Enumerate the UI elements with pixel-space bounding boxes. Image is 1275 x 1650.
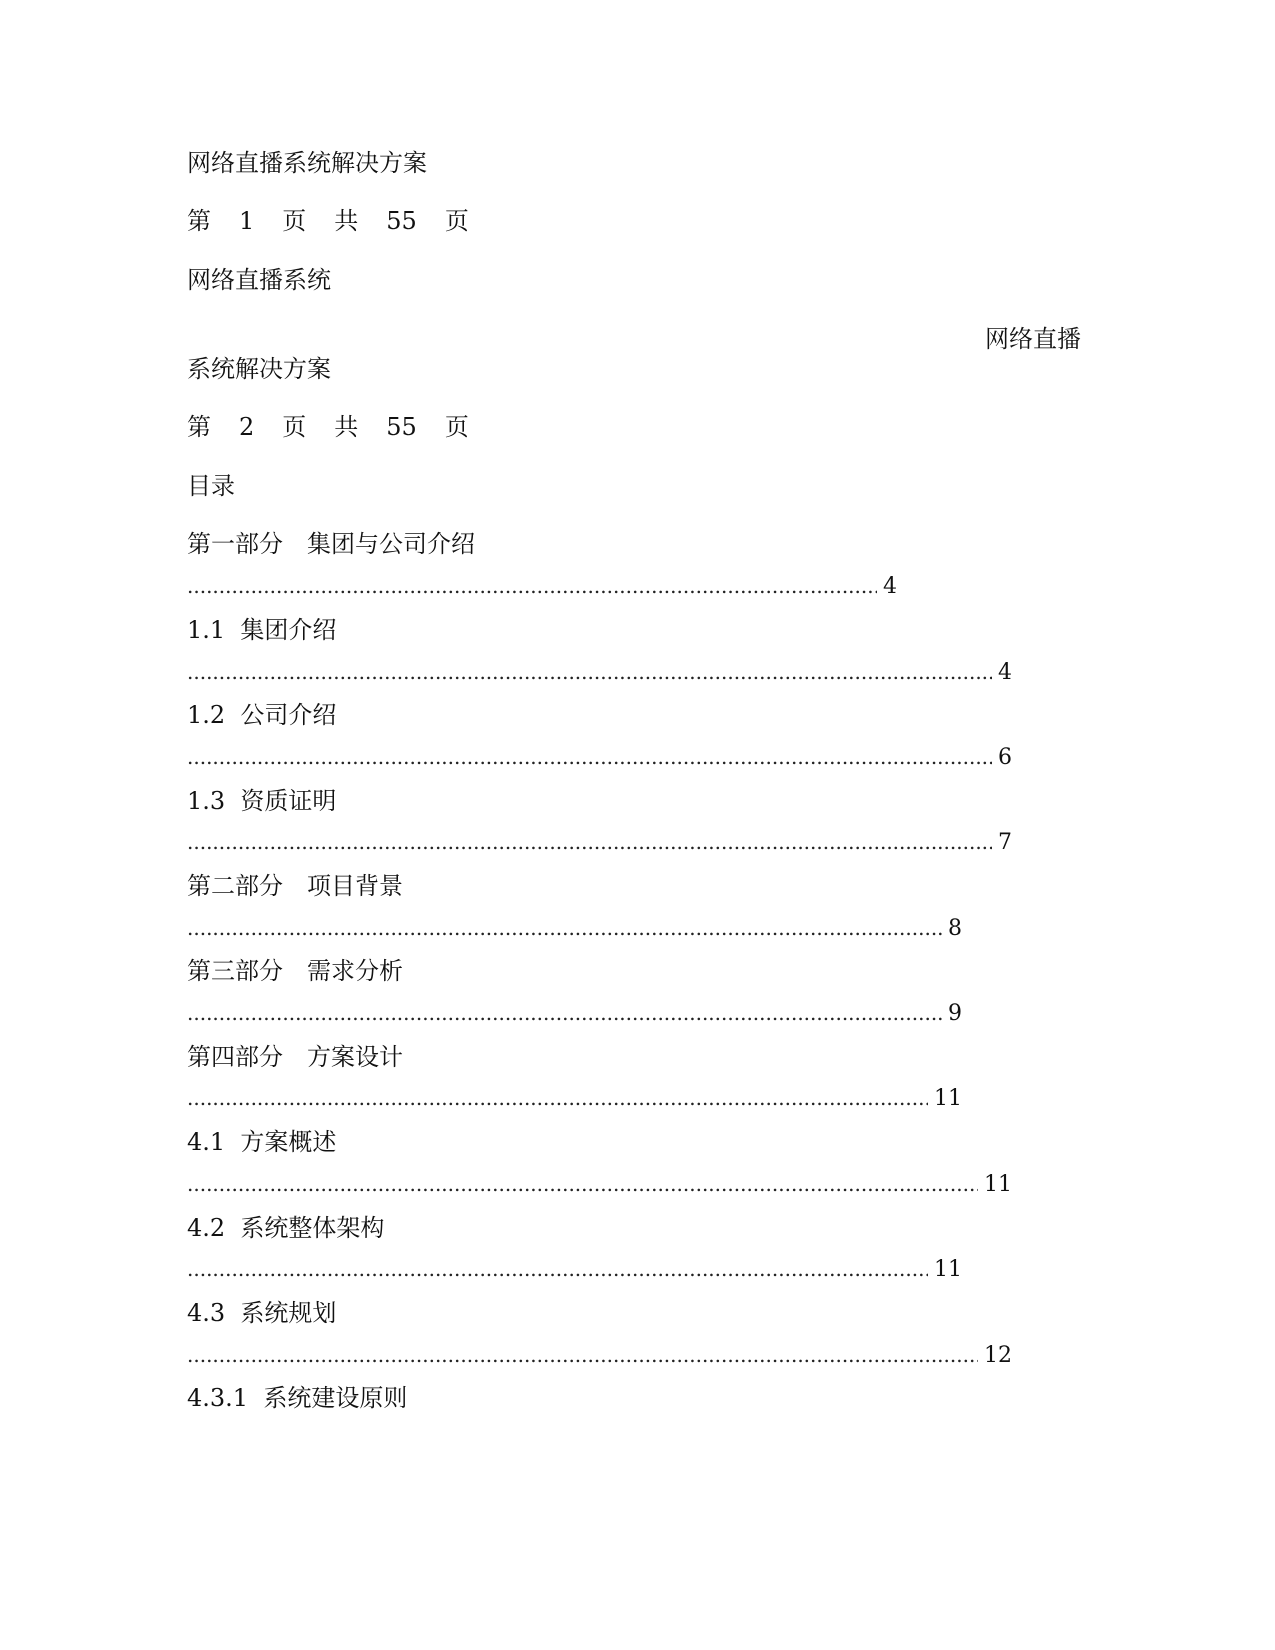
dot-leader — [187, 574, 877, 598]
toc-entry-title[interactable]: 1.1 集团介绍 — [187, 616, 337, 644]
doc-title-fragment-right: 网络直播 — [985, 325, 1081, 353]
doc-title-short: 网络直播系统 — [187, 266, 331, 294]
toc-heading: 目录 — [187, 472, 235, 500]
toc-entry-leader — [187, 745, 1012, 770]
page-number: 2 — [239, 413, 255, 441]
toc-page-number: 4 — [998, 660, 1012, 685]
toc-entry-title[interactable]: 1.3 资质证明 — [187, 787, 337, 815]
toc-page-number: 6 — [998, 745, 1012, 770]
toc-entry-title[interactable]: 4.3 系统规划 — [187, 1299, 337, 1327]
dot-leader — [187, 660, 992, 684]
page-word-ye-2: 页 — [444, 207, 469, 235]
dot-leader — [187, 830, 992, 854]
toc-entry-leader — [187, 660, 1012, 685]
toc-page-number: 11 — [934, 1257, 962, 1282]
toc-page-number: 11 — [934, 1086, 962, 1111]
dot-leader — [187, 1257, 928, 1281]
toc-entry-leader — [187, 830, 1012, 855]
toc-entry-title[interactable]: 第三部分 需求分析 — [187, 957, 403, 985]
page-total: 55 — [386, 207, 417, 235]
page-word-ye: 页 — [282, 413, 307, 441]
toc-entry-title[interactable]: 4.3.1 系统建设原则 — [187, 1384, 408, 1412]
page-indicator-2 — [187, 412, 497, 442]
page-word-gong: 共 — [334, 413, 359, 441]
toc-entry-title[interactable]: 第四部分 方案设计 — [187, 1043, 403, 1071]
toc-entry-leader — [187, 574, 897, 599]
toc-entry-title[interactable]: 1.2 公司介绍 — [187, 701, 337, 729]
toc-page-number: 11 — [984, 1172, 1012, 1197]
page-number: 1 — [239, 207, 255, 235]
toc-page-number: 12 — [984, 1343, 1012, 1368]
page-word-gong: 共 — [334, 207, 359, 235]
page-word-di: 第 — [187, 413, 211, 441]
toc-entry-leader — [187, 1001, 962, 1026]
toc-entry-leader — [187, 1343, 1012, 1368]
page-indicator-1 — [187, 206, 497, 236]
dot-leader — [187, 1172, 978, 1196]
page-total: 55 — [386, 413, 417, 441]
page-word-ye: 页 — [282, 207, 307, 235]
page-word-ye-2: 页 — [444, 413, 469, 441]
toc-entry-title[interactable]: 4.1 方案概述 — [187, 1128, 337, 1156]
toc-entry-title[interactable]: 第二部分 项目背景 — [187, 872, 403, 900]
page-word-di: 第 — [187, 207, 211, 235]
toc-entry-leader — [187, 1257, 962, 1282]
toc-entry-title[interactable]: 4.2 系统整体架构 — [187, 1214, 385, 1242]
toc-page-number: 9 — [948, 1001, 962, 1026]
toc-entry-leader — [187, 1172, 1012, 1197]
toc-entry-title[interactable]: 第一部分 集团与公司介绍 — [187, 530, 475, 558]
header-title: 网络直播系统解决方案 — [187, 149, 427, 177]
dot-leader — [187, 1343, 978, 1367]
toc-entry-leader — [187, 916, 962, 941]
dot-leader — [187, 1086, 928, 1110]
doc-title-fragment-left: 系统解决方案 — [187, 355, 331, 383]
dot-leader — [187, 1001, 942, 1025]
dot-leader — [187, 916, 942, 940]
dot-leader — [187, 745, 992, 769]
toc-page-number: 8 — [948, 916, 962, 941]
toc-page-number: 7 — [998, 830, 1012, 855]
toc-entry-leader — [187, 1086, 962, 1111]
toc-page-number: 4 — [883, 574, 897, 599]
